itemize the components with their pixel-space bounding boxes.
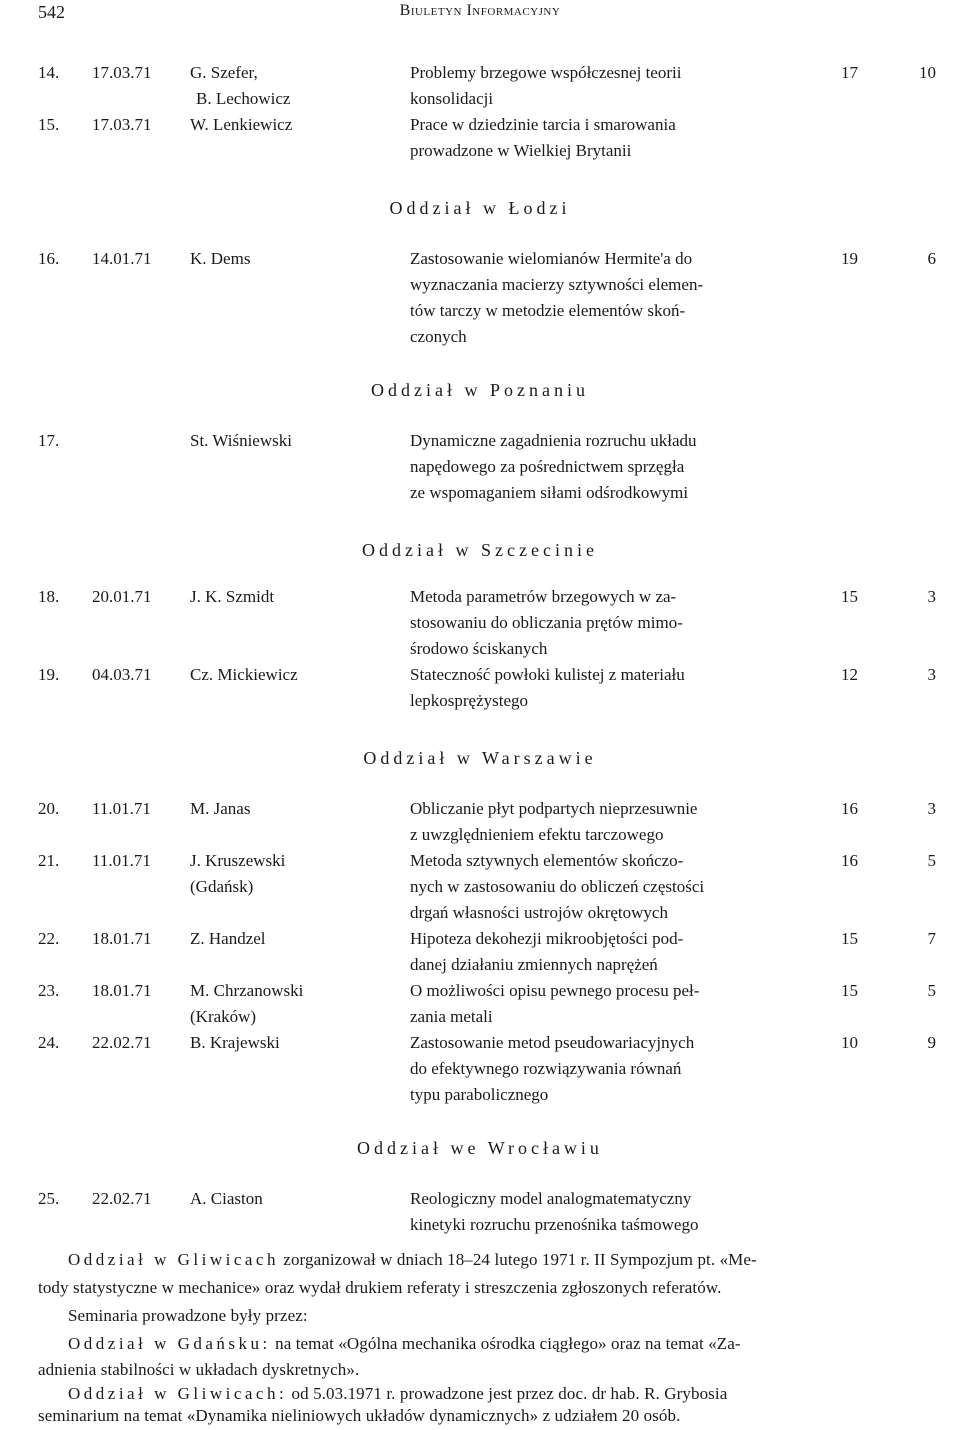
table-row [0,1186,960,1234]
section-heading-szczecin: Oddział w Szczecinie [362,540,598,560]
entry-author-affiliation: (Kraków) [190,1007,257,1026]
entry-title-line: środowo ściskanych [410,639,548,658]
paragraph-gdansk-line1 [68,1330,960,1358]
entry-number: 17. [38,431,60,450]
entry-author: B. Lechowicz [196,89,291,108]
entry-title-line: Metoda sztywnych elementów skończo- [410,851,684,870]
entry-author: J. Kruszewski [190,851,286,870]
entry-count-2: 3 [927,799,936,818]
entry-count-2: 6 [927,249,936,268]
table-row [0,662,960,710]
entry-count-2: 10 [919,63,936,82]
running-title: Biuletyn Informacyjny [399,2,561,19]
section-heading-lodz: Oddział w Łodzi [389,198,571,218]
entry-date: 11.01.71 [92,799,151,818]
entry-author: M. Chrzanowski [190,981,304,1000]
entry-count-1: 16 [841,851,858,870]
spaced-branch-name: Oddział w Gdańsku: [68,1334,271,1353]
entry-number: 22. [38,929,60,948]
entry-title-line: danej działaniu zmiennych naprężeń [410,955,658,974]
entry-date: 11.01.71 [92,851,151,870]
entry-count-2: 3 [927,587,936,606]
paragraph-text: na temat «Ogólna mechanika ośrodka ciągłego» oraz na temat «Za- [270,1334,741,1353]
entry-count-1: 17 [841,63,858,82]
entry-author: W. Lenkiewicz [190,115,293,134]
table-row [0,848,960,922]
entry-title-line: napędowego za pośrednictwem sprzęgła [410,457,685,476]
table-row [0,926,960,974]
entry-date: 17.03.71 [92,63,152,82]
table-row [0,428,960,502]
paragraph-gdansk-line2: adnienia stabilności w układach dyskretnych». [38,1360,360,1379]
entry-count-1: 19 [841,249,858,268]
entry-title-line: Dynamiczne zagadnienia rozruchu układu [410,431,697,450]
entry-title-line: Metoda parametrów brzegowych w za- [410,587,677,606]
entry-title-line: Hipoteza dekohezji mikroobjętości pod- [410,929,684,948]
entry-author: Cz. Mickiewicz [190,665,298,684]
entry-title-line: typu parabolicznego [410,1085,549,1104]
entry-number: 24. [38,1033,60,1052]
entry-number: 19. [38,665,60,684]
entry-title-line: Zastosowanie metod pseudowariacyjnych [410,1033,695,1052]
entry-author: A. Ciaston [190,1189,263,1208]
page-number: 542 [38,2,65,22]
entry-author: K. Dems [190,249,251,268]
entry-date: 22.02.71 [92,1033,152,1052]
entry-number: 15. [38,115,60,134]
entry-title-line: wyznaczania macierzy sztywności elemen- [410,275,704,294]
table-row [0,978,960,1026]
entry-title-line: tów tarczy w metodzie elementów skoń- [410,301,686,320]
table-row [0,60,960,108]
section-heading-poznan: Oddział w Poznaniu [371,380,589,400]
entry-count-1: 15 [841,981,858,1000]
table-row [0,112,960,160]
entry-title-line: z uwzględnieniem efektu tarczowego [410,825,664,844]
entry-number: 21. [38,851,60,870]
entry-title-line: kinetyki rozruchu przenośnika taśmowego [410,1215,699,1234]
entry-title-line: Prace w dziedzinie tarcia i smarowania [410,115,676,134]
entry-title-line: Problemy brzegowe współczesnej teorii [410,63,682,82]
spaced-branch-name: Oddział w Gliwicach: [68,1384,288,1403]
entry-count-2: 5 [927,981,936,1000]
entry-date: 22.02.71 [92,1189,152,1208]
paragraph-gliwice-symposium-line1 [68,1246,960,1274]
table-row [0,246,960,346]
entry-title-line: czonych [410,327,467,346]
entry-number: 20. [38,799,60,818]
entry-count-2: 9 [927,1033,936,1052]
entry-number: 16. [38,249,60,268]
entry-count-2: 3 [927,665,936,684]
entry-title-line: lepkosprężystego [410,691,529,710]
paragraph-gliwice-symposium-line2: tody statystyczne w mechanice» oraz wydał drukiem referaty i streszczenia zgłoszonych referatów. [38,1278,722,1297]
entry-title-line: nych w zastosowaniu do obliczeń częstości [410,877,705,896]
entry-count-2: 5 [927,851,936,870]
entry-number: 14. [38,63,60,82]
entry-title-line: konsolidacji [410,89,494,108]
entry-count-1: 10 [841,1033,858,1052]
entry-title-line: Obliczanie płyt podpartych nieprzesuwnie [410,799,698,818]
section-heading-wroclaw: Oddział we Wrocławiu [357,1138,603,1158]
entry-author: Z. Handzel [190,929,266,948]
entry-count-1: 12 [841,665,858,684]
entry-date: 20.01.71 [92,587,152,606]
table-row [0,584,960,658]
entry-author: G. Szefer, [190,63,258,82]
entry-title-line: Stateczność powłoki kulistej z materiału [410,665,685,684]
section-heading-warszawa: Oddział w Warszawie [363,748,597,768]
entry-number: 25. [38,1189,60,1208]
entry-title-line: drgań własności ustrojów okrętowych [410,903,668,922]
paragraph-text: od 5.03.1971 r. prowadzone jest przez doc. dr hab. R. Grybosia [287,1384,728,1403]
paragraph-gliwice-seminar-line2: seminarium na temat «Dynamika nieliniowych układów dynamicznych» z udziałem 20 osób. [38,1406,681,1425]
entry-title-line: Zastosowanie wielomianów Hermite'a do [410,249,693,268]
entry-author-affiliation: (Gdańsk) [190,877,254,896]
entry-author: J. K. Szmidt [190,587,275,606]
entry-number: 18. [38,587,60,606]
entry-title-line: stosowaniu do obliczania prętów mimo- [410,613,683,632]
paragraph-seminars-intro: Seminaria prowadzone były przez: [68,1306,308,1325]
entry-date: 17.03.71 [92,115,152,134]
spaced-branch-name: Oddział w Gliwicach [68,1250,279,1269]
entry-date: 14.01.71 [92,249,152,268]
entry-title-line: ze wspomaganiem siłami odśrodkowymi [410,483,689,502]
table-row [0,1030,960,1104]
entry-title-line: O możliwości opisu pewnego procesu peł- [410,981,700,1000]
entry-title-line: zania metali [410,1007,493,1026]
entry-author: M. Janas [190,799,251,818]
entry-title-line: prowadzone w Wielkiej Brytanii [410,141,632,160]
paragraph-text: zorganizował w dniach 18–24 lutego 1971 r. II Sympozjum pt. «Me- [278,1250,757,1269]
entry-title-line: Reologiczny model analogmatematyczny [410,1189,692,1208]
entry-count-1: 16 [841,799,858,818]
entry-author: St. Wiśniewski [190,431,292,450]
entry-date: 18.01.71 [92,981,152,1000]
table-row [0,796,960,844]
entry-count-1: 15 [841,929,858,948]
entry-count-1: 15 [841,587,858,606]
entry-number: 23. [38,981,60,1000]
entry-author: B. Krajewski [190,1033,280,1052]
entry-title-line: do efektywnego rozwiązywania równań [410,1059,682,1078]
entry-count-2: 7 [927,929,936,948]
entry-date: 04.03.71 [92,665,152,684]
entry-date: 18.01.71 [92,929,152,948]
